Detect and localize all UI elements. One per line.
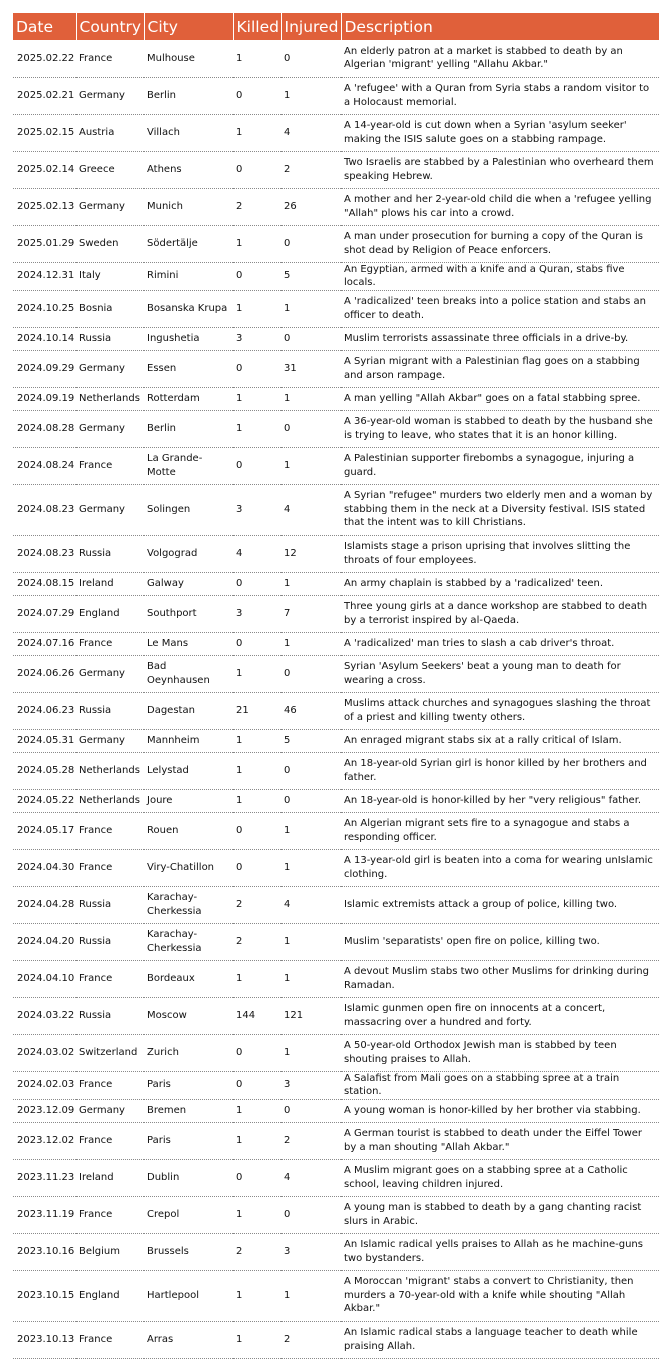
table-row (13, 151, 659, 188)
cell-killed: 1 (233, 752, 281, 789)
cell-date: 2025.02.22 (13, 40, 76, 77)
cell-city: Lelystad (144, 752, 233, 789)
cell-country: Italy (76, 262, 144, 290)
cell-killed: 0 (233, 1159, 281, 1196)
cell-country: Switzerland (76, 1034, 144, 1071)
table-row (13, 632, 659, 655)
cell-city: Bad Oeynhausen (144, 655, 233, 692)
cell-injured: 2 (281, 151, 341, 188)
cell-date: 2024.07.29 (13, 595, 76, 632)
cell-country: Greece (76, 151, 144, 188)
cell-country: France (76, 447, 144, 484)
table-row (13, 572, 659, 595)
cell-description: A Muslim migrant goes on a stabbing spree at a Catholic school, leaving children injured. (341, 1159, 659, 1196)
cell-city: Villach (144, 114, 233, 151)
table-body (13, 40, 659, 1358)
cell-injured: 2 (281, 1122, 341, 1159)
cell-city: Mannheim (144, 729, 233, 752)
table-row (13, 447, 659, 484)
cell-injured: 0 (281, 1196, 341, 1233)
cell-country: Russia (76, 923, 144, 960)
cell-killed: 3 (233, 327, 281, 350)
cell-country: Sweden (76, 225, 144, 262)
table-row (13, 1122, 659, 1159)
cell-description: A Salafist from Mali goes on a stabbing spree at a train station. (341, 1071, 659, 1099)
cell-date: 2024.04.20 (13, 923, 76, 960)
cell-killed: 1 (233, 1321, 281, 1358)
cell-killed: 144 (233, 997, 281, 1034)
table-row (13, 1233, 659, 1270)
cell-date: 2024.05.17 (13, 812, 76, 849)
cell-description: A 'radicalized' teen breaks into a police station and stabs an officer to death. (341, 290, 659, 327)
cell-description: A Palestinian supporter firebombs a synagogue, injuring a guard. (341, 447, 659, 484)
cell-city: Karachay-Cherkessia (144, 923, 233, 960)
cell-country: Russia (76, 327, 144, 350)
cell-killed: 1 (233, 789, 281, 812)
cell-killed: 0 (233, 1034, 281, 1071)
cell-injured: 1 (281, 77, 341, 114)
cell-city: Rouen (144, 812, 233, 849)
cell-killed: 2 (233, 1233, 281, 1270)
cell-description: A mother and her 2-year-old child die when a 'refugee yelling "Allah" plows his car into a crowd. (341, 188, 659, 225)
table-row (13, 1159, 659, 1196)
cell-country: Germany (76, 1099, 144, 1122)
cell-description: A man yelling "Allah Akbar" goes on a fatal stabbing spree. (341, 387, 659, 410)
cell-killed: 1 (233, 290, 281, 327)
cell-injured: 0 (281, 789, 341, 812)
cell-city: Brussels (144, 1233, 233, 1270)
cell-city: Rimini (144, 262, 233, 290)
table-row (13, 114, 659, 151)
cell-injured: 26 (281, 188, 341, 225)
cell-killed: 3 (233, 484, 281, 535)
cell-killed: 1 (233, 40, 281, 77)
cell-date: 2024.05.31 (13, 729, 76, 752)
cell-description: Muslims attack churches and synagogues slashing the throat of a priest and killing twenty others. (341, 692, 659, 729)
cell-city: Paris (144, 1122, 233, 1159)
cell-injured: 0 (281, 410, 341, 447)
cell-city: Södertälje (144, 225, 233, 262)
cell-injured: 1 (281, 290, 341, 327)
cell-country: Germany (76, 729, 144, 752)
cell-date: 2024.08.23 (13, 484, 76, 535)
cell-injured: 31 (281, 350, 341, 387)
cell-description: An Algerian migrant sets fire to a synagogue and stabs a responding officer. (341, 812, 659, 849)
cell-country: France (76, 40, 144, 77)
cell-description: A Moroccan 'migrant' stabs a convert to Christianity, then murders a 70-year-old with a knife while shouting "Allah Akbar." (341, 1270, 659, 1321)
cell-killed: 1 (233, 1122, 281, 1159)
cell-city: Moscow (144, 997, 233, 1034)
cell-date: 2025.02.14 (13, 151, 76, 188)
cell-date: 2024.05.28 (13, 752, 76, 789)
cell-country: Bosnia (76, 290, 144, 327)
cell-city: Volgograd (144, 535, 233, 572)
cell-description: A man under prosecution for burning a copy of the Quran is shot dead by Religion of Peace enforcers. (341, 225, 659, 262)
cell-description: A Syrian "refugee" murders two elderly men and a woman by stabbing them in the neck at a Diversity festival. ISIS stated that the intent was to kill Christians. (341, 484, 659, 535)
cell-injured: 4 (281, 484, 341, 535)
cell-date: 2023.10.13 (13, 1321, 76, 1358)
cell-date: 2024.10.25 (13, 290, 76, 327)
cell-city: La Grande-Motte (144, 447, 233, 484)
cell-city: Dublin (144, 1159, 233, 1196)
cell-injured: 3 (281, 1233, 341, 1270)
cell-city: Essen (144, 350, 233, 387)
cell-city: Zurich (144, 1034, 233, 1071)
cell-date: 2024.04.28 (13, 886, 76, 923)
cell-description: A Syrian migrant with a Palestinian flag goes on a stabbing and arson rampage. (341, 350, 659, 387)
cell-killed: 2 (233, 886, 281, 923)
cell-description: An Islamic radical stabs a language teacher to death while praising Allah. (341, 1321, 659, 1358)
cell-injured: 12 (281, 535, 341, 572)
cell-killed: 0 (233, 151, 281, 188)
cell-country: Russia (76, 535, 144, 572)
cell-description: A devout Muslim stabs two other Muslims for drinking during Ramadan. (341, 960, 659, 997)
cell-description: A 50-year-old Orthodox Jewish man is stabbed by teen shouting praises to Allah. (341, 1034, 659, 1071)
cell-injured: 0 (281, 655, 341, 692)
cell-killed: 2 (233, 923, 281, 960)
table-row (13, 535, 659, 572)
table-row (13, 960, 659, 997)
cell-city: Paris (144, 1071, 233, 1099)
cell-country: France (76, 960, 144, 997)
cell-country: France (76, 1321, 144, 1358)
cell-city: Berlin (144, 77, 233, 114)
cell-city: Rotterdam (144, 387, 233, 410)
table-row (13, 729, 659, 752)
cell-country: England (76, 595, 144, 632)
cell-country: Russia (76, 886, 144, 923)
cell-injured: 1 (281, 632, 341, 655)
cell-date: 2024.09.19 (13, 387, 76, 410)
table-row (13, 188, 659, 225)
cell-country: Ireland (76, 572, 144, 595)
cell-date: 2024.08.15 (13, 572, 76, 595)
cell-injured: 1 (281, 923, 341, 960)
cell-date: 2023.11.19 (13, 1196, 76, 1233)
cell-description: An enraged migrant stabs six at a rally critical of Islam. (341, 729, 659, 752)
cell-date: 2024.12.31 (13, 262, 76, 290)
cell-city: Galway (144, 572, 233, 595)
cell-killed: 1 (233, 114, 281, 151)
cell-city: Mulhouse (144, 40, 233, 77)
cell-country: Germany (76, 410, 144, 447)
cell-killed: 0 (233, 572, 281, 595)
cell-country: France (76, 1196, 144, 1233)
cell-description: Muslim 'separatists' open fire on police, killing two. (341, 923, 659, 960)
cell-description: Syrian 'Asylum Seekers' beat a young man to death for wearing a cross. (341, 655, 659, 692)
cell-date: 2024.09.29 (13, 350, 76, 387)
table-row (13, 923, 659, 960)
cell-date: 2024.03.22 (13, 997, 76, 1034)
cell-date: 2025.02.21 (13, 77, 76, 114)
cell-injured: 4 (281, 886, 341, 923)
cell-description: A 36-year-old woman is stabbed to death by the husband she is trying to leave, who states that it is an honor killing. (341, 410, 659, 447)
cell-killed: 0 (233, 849, 281, 886)
cell-description: A 'radicalized' man tries to slash a cab driver's throat. (341, 632, 659, 655)
cell-killed: 0 (233, 447, 281, 484)
cell-country: Germany (76, 350, 144, 387)
cell-country: Russia (76, 692, 144, 729)
incident-table (13, 13, 659, 1359)
table-row (13, 1270, 659, 1321)
cell-city: Le Mans (144, 632, 233, 655)
table-row (13, 40, 659, 77)
table-row (13, 410, 659, 447)
cell-country: France (76, 1071, 144, 1099)
cell-date: 2024.08.23 (13, 535, 76, 572)
cell-description: A German tourist is stabbed to death under the Eiffel Tower by a man shouting "Allah Akbar." (341, 1122, 659, 1159)
cell-country: Belgium (76, 1233, 144, 1270)
cell-date: 2023.10.16 (13, 1233, 76, 1270)
cell-injured: 5 (281, 262, 341, 290)
cell-city: Joure (144, 789, 233, 812)
cell-injured: 2 (281, 1321, 341, 1358)
cell-description: An 18-year-old Syrian girl is honor killed by her brothers and father. (341, 752, 659, 789)
cell-injured: 1 (281, 812, 341, 849)
cell-city: Berlin (144, 410, 233, 447)
cell-killed: 0 (233, 632, 281, 655)
cell-killed: 1 (233, 655, 281, 692)
cell-description: An Egyptian, armed with a knife and a Quran, stabs five locals. (341, 262, 659, 290)
cell-injured: 46 (281, 692, 341, 729)
cell-description: An 18-year-old is honor-killed by her "very religious" father. (341, 789, 659, 812)
cell-injured: 0 (281, 327, 341, 350)
cell-description: Islamists stage a prison uprising that involves slitting the throats of four employees. (341, 535, 659, 572)
cell-date: 2025.01.29 (13, 225, 76, 262)
cell-killed: 21 (233, 692, 281, 729)
cell-country: Germany (76, 484, 144, 535)
cell-killed: 0 (233, 77, 281, 114)
cell-injured: 5 (281, 729, 341, 752)
cell-date: 2024.06.26 (13, 655, 76, 692)
cell-date: 2024.03.02 (13, 1034, 76, 1071)
cell-injured: 1 (281, 447, 341, 484)
header-killed: Killed (233, 13, 281, 40)
cell-country: France (76, 1122, 144, 1159)
table-row (13, 849, 659, 886)
cell-injured: 1 (281, 572, 341, 595)
cell-city: Hartlepool (144, 1270, 233, 1321)
cell-killed: 1 (233, 410, 281, 447)
table-row (13, 692, 659, 729)
cell-date: 2025.02.15 (13, 114, 76, 151)
cell-date: 2023.10.15 (13, 1270, 76, 1321)
table-row (13, 1034, 659, 1071)
table-row (13, 77, 659, 114)
cell-city: Ingushetia (144, 327, 233, 350)
cell-description: An army chaplain is stabbed by a 'radicalized' teen. (341, 572, 659, 595)
cell-killed: 2 (233, 188, 281, 225)
cell-killed: 1 (233, 387, 281, 410)
cell-country: France (76, 849, 144, 886)
header-date: Date (13, 13, 76, 40)
cell-date: 2024.10.14 (13, 327, 76, 350)
cell-injured: 1 (281, 849, 341, 886)
cell-city: Southport (144, 595, 233, 632)
cell-injured: 1 (281, 1034, 341, 1071)
cell-killed: 0 (233, 1071, 281, 1099)
cell-injured: 1 (281, 1270, 341, 1321)
cell-date: 2024.06.23 (13, 692, 76, 729)
table-row (13, 262, 659, 290)
cell-description: Islamic extremists attack a group of police, killing two. (341, 886, 659, 923)
cell-country: Germany (76, 77, 144, 114)
cell-city: Arras (144, 1321, 233, 1358)
incident-table-container (13, 13, 659, 1359)
cell-killed: 1 (233, 1270, 281, 1321)
cell-country: England (76, 1270, 144, 1321)
cell-date: 2024.04.10 (13, 960, 76, 997)
table-row (13, 327, 659, 350)
cell-country: Ireland (76, 1159, 144, 1196)
cell-killed: 0 (233, 350, 281, 387)
cell-city: Karachay-Cherkessia (144, 886, 233, 923)
cell-country: France (76, 812, 144, 849)
table-row (13, 350, 659, 387)
table-row (13, 1196, 659, 1233)
cell-injured: 0 (281, 225, 341, 262)
cell-date: 2023.12.02 (13, 1122, 76, 1159)
table-row (13, 886, 659, 923)
cell-injured: 0 (281, 1099, 341, 1122)
cell-injured: 0 (281, 40, 341, 77)
cell-country: Germany (76, 655, 144, 692)
cell-city: Bosanska Krupa (144, 290, 233, 327)
cell-city: Dagestan (144, 692, 233, 729)
table-row (13, 789, 659, 812)
table-row (13, 387, 659, 410)
cell-city: Munich (144, 188, 233, 225)
cell-description: An elderly patron at a market is stabbed to death by an Algerian 'migrant' yelling "Allahu Akbar." (341, 40, 659, 77)
cell-date: 2024.08.28 (13, 410, 76, 447)
cell-killed: 1 (233, 960, 281, 997)
cell-killed: 4 (233, 535, 281, 572)
cell-injured: 4 (281, 1159, 341, 1196)
cell-country: Netherlands (76, 752, 144, 789)
cell-killed: 1 (233, 1196, 281, 1233)
cell-date: 2024.08.24 (13, 447, 76, 484)
cell-injured: 1 (281, 960, 341, 997)
cell-country: Netherlands (76, 789, 144, 812)
table-row (13, 595, 659, 632)
cell-injured: 121 (281, 997, 341, 1034)
cell-injured: 1 (281, 387, 341, 410)
cell-killed: 1 (233, 729, 281, 752)
cell-date: 2025.02.13 (13, 188, 76, 225)
table-row (13, 225, 659, 262)
table-row (13, 655, 659, 692)
cell-killed: 0 (233, 262, 281, 290)
cell-description: A 13-year-old girl is beaten into a coma for wearing unIslamic clothing. (341, 849, 659, 886)
cell-date: 2023.12.09 (13, 1099, 76, 1122)
cell-city: Solingen (144, 484, 233, 535)
cell-description: A 14-year-old is cut down when a Syrian 'asylum seeker' making the ISIS salute goes on a stabbing rampage. (341, 114, 659, 151)
cell-city: Bremen (144, 1099, 233, 1122)
cell-country: Germany (76, 188, 144, 225)
cell-killed: 3 (233, 595, 281, 632)
cell-date: 2024.07.16 (13, 632, 76, 655)
header-city: City (144, 13, 233, 40)
cell-description: An Islamic radical yells praises to Allah as he machine-guns two bystanders. (341, 1233, 659, 1270)
header-row (13, 13, 659, 40)
cell-city: Viry-Chatillon (144, 849, 233, 886)
table-header (13, 13, 659, 40)
cell-country: Netherlands (76, 387, 144, 410)
cell-city: Athens (144, 151, 233, 188)
cell-date: 2023.11.23 (13, 1159, 76, 1196)
cell-description: A 'refugee' with a Quran from Syria stabs a random visitor to a Holocaust memorial. (341, 77, 659, 114)
cell-description: Three young girls at a dance workshop are stabbed to death by a terrorist inspired by al-Qaeda. (341, 595, 659, 632)
table-row (13, 812, 659, 849)
table-row (13, 1321, 659, 1358)
cell-city: Crepol (144, 1196, 233, 1233)
cell-description: Muslim terrorists assassinate three officials in a drive-by. (341, 327, 659, 350)
cell-injured: 4 (281, 114, 341, 151)
cell-description: A young man is stabbed to death by a gang chanting racist slurs in Arabic. (341, 1196, 659, 1233)
cell-killed: 1 (233, 1099, 281, 1122)
cell-country: Austria (76, 114, 144, 151)
table-row (13, 1071, 659, 1099)
cell-killed: 0 (233, 812, 281, 849)
table-row (13, 752, 659, 789)
header-description: Description (341, 13, 659, 40)
cell-date: 2024.05.22 (13, 789, 76, 812)
cell-injured: 3 (281, 1071, 341, 1099)
table-row (13, 484, 659, 535)
table-row (13, 290, 659, 327)
header-country: Country (76, 13, 144, 40)
cell-date: 2024.02.03 (13, 1071, 76, 1099)
header-injured: Injured (281, 13, 341, 40)
table-row (13, 997, 659, 1034)
cell-injured: 0 (281, 752, 341, 789)
cell-date: 2024.04.30 (13, 849, 76, 886)
cell-description: Islamic gunmen open fire on innocents at a concert, massacring over a hundred and forty. (341, 997, 659, 1034)
table-row (13, 1099, 659, 1122)
cell-injured: 7 (281, 595, 341, 632)
cell-killed: 1 (233, 225, 281, 262)
cell-description: A young woman is honor-killed by her brother via stabbing. (341, 1099, 659, 1122)
cell-country: France (76, 632, 144, 655)
cell-country: Russia (76, 997, 144, 1034)
cell-description: Two Israelis are stabbed by a Palestinian who overheard them speaking Hebrew. (341, 151, 659, 188)
cell-city: Bordeaux (144, 960, 233, 997)
